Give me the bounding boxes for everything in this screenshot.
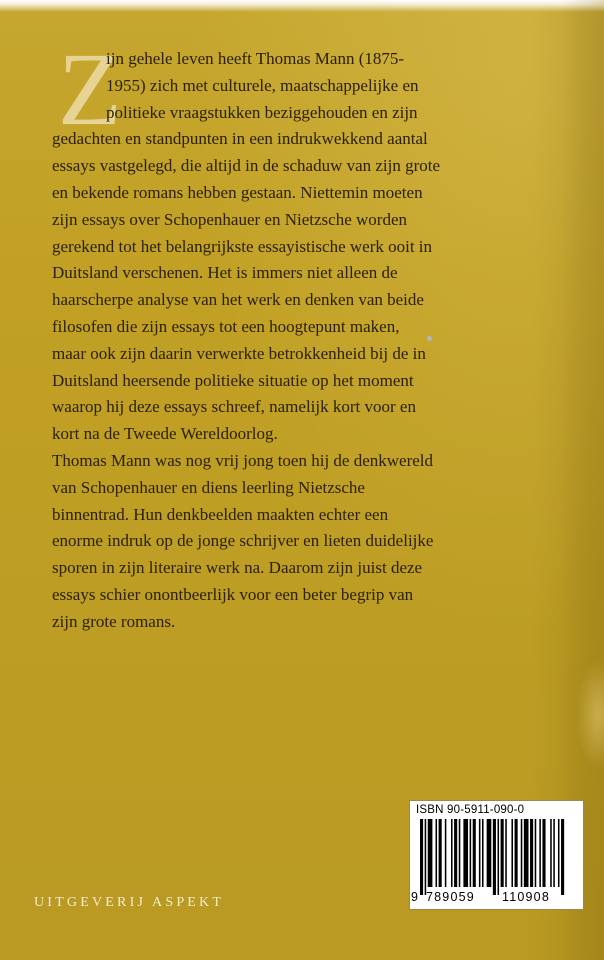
barcode-bar	[428, 819, 433, 887]
publisher-name: UITGEVERIJ ASPEKT	[34, 895, 225, 910]
barcode-bar	[501, 819, 504, 887]
barcode-bar	[420, 819, 423, 895]
barcode-bar	[542, 819, 545, 887]
barcode-bar	[553, 819, 555, 887]
top-edge	[0, 0, 604, 12]
barcode-bar	[493, 819, 496, 895]
barcode-bars	[418, 819, 576, 895]
barcode-bar	[511, 819, 513, 887]
blurb-line: politieke vraagstukken beziggehouden en zijn	[106, 102, 418, 122]
blurb-line: 1955) zich met culturele, maatschappelijke en	[106, 75, 419, 95]
barcode-bar	[498, 819, 500, 895]
ean-left-group: 789059	[426, 890, 475, 904]
ean-right-group: 110908	[502, 890, 550, 904]
drop-cap: Z	[58, 32, 122, 147]
barcode-bar	[524, 819, 529, 887]
barcode-bar	[487, 819, 492, 887]
barcode-bar	[539, 819, 541, 887]
isbn-text: ISBN 90-5911-090-0	[416, 804, 525, 816]
barcode-bar	[535, 819, 537, 887]
barcode-bar	[454, 819, 457, 887]
blurb-line: kort na de Tweede Wereldoorlog.	[52, 424, 278, 444]
blurb-line: Thomas Mann was nog vrij jong toen hij de denkwereld	[52, 450, 434, 470]
blurb-line: enorme indruk op de jonge schrijver en lieten duidelijke	[52, 531, 434, 551]
blurb-line: sporen in zijn literaire werk na. Daarom zijn juist deze	[52, 558, 423, 578]
blurb-line: essays vastgelegd, die altijd in de schaduw van zijn grote	[52, 156, 441, 176]
blurb-line: haarscherpe analyse van het werk en denken van beide	[52, 290, 424, 310]
barcode-bar	[445, 819, 447, 887]
barcode-bar	[451, 819, 453, 887]
barcode-bar	[436, 819, 438, 887]
barcode-bar	[425, 819, 427, 895]
blurb-line: filosofen die zijn essays tot een hoogtepunt maken,	[52, 316, 400, 336]
print-speck	[427, 336, 432, 341]
barcode-label	[409, 800, 584, 910]
blurb-line: zijn essays over Schopenhauer en Nietzsche worden	[52, 209, 407, 229]
blurb-line: maar ook zijn daarin verwerkte betrokkenheid bij de in	[52, 343, 426, 363]
blurb-line: waarop hij deze essays schreef, namelijk kort voor en	[52, 397, 416, 417]
barcode-bar	[473, 819, 476, 887]
barcode-bar	[550, 819, 552, 887]
barcode-bar	[463, 819, 468, 887]
cover-stain	[576, 660, 604, 770]
barcode-bar	[561, 819, 564, 895]
blurb-line: van Schopenhauer en diens leerling Nietzsche	[52, 477, 365, 497]
barcode-bar	[515, 819, 518, 887]
blurb-line: binnentrad. Hun denkbeelden maakten echter een	[52, 504, 389, 524]
barcode-bar	[479, 819, 481, 887]
blurb-line: gerekend tot het belangrijkste essayistische werk ooit in	[52, 236, 433, 256]
ean-first-digit: 9	[411, 890, 418, 904]
barcode-bar	[470, 819, 472, 887]
blurb-line: Duitsland verschenen. Het is immers niet alleen de	[52, 263, 398, 283]
blurb-line: Duitsland heersende politieke situatie op het moment	[52, 370, 414, 390]
barcode-bar	[439, 819, 442, 887]
blurb-text	[52, 46, 572, 636]
blurb-line: gedachten en standpunten in een indrukwekkend aantal	[52, 129, 428, 149]
blurb-line: ijn gehele leven heeft Thomas Mann (1875-	[106, 49, 405, 68]
blurb-line: essays schier onontbeerlijk voor een beter begrip van	[52, 584, 414, 604]
barcode-bar	[505, 819, 507, 887]
blurb-line: zijn grote romans.	[52, 611, 176, 631]
barcode-bar	[482, 819, 484, 887]
barcode-bar	[521, 819, 523, 887]
blurb-line: en bekende romans hebben gestaan. Niettemin moeten	[52, 182, 423, 202]
barcode-bar	[530, 819, 533, 887]
barcode-bar	[558, 819, 560, 887]
barcode-bar	[459, 819, 461, 887]
